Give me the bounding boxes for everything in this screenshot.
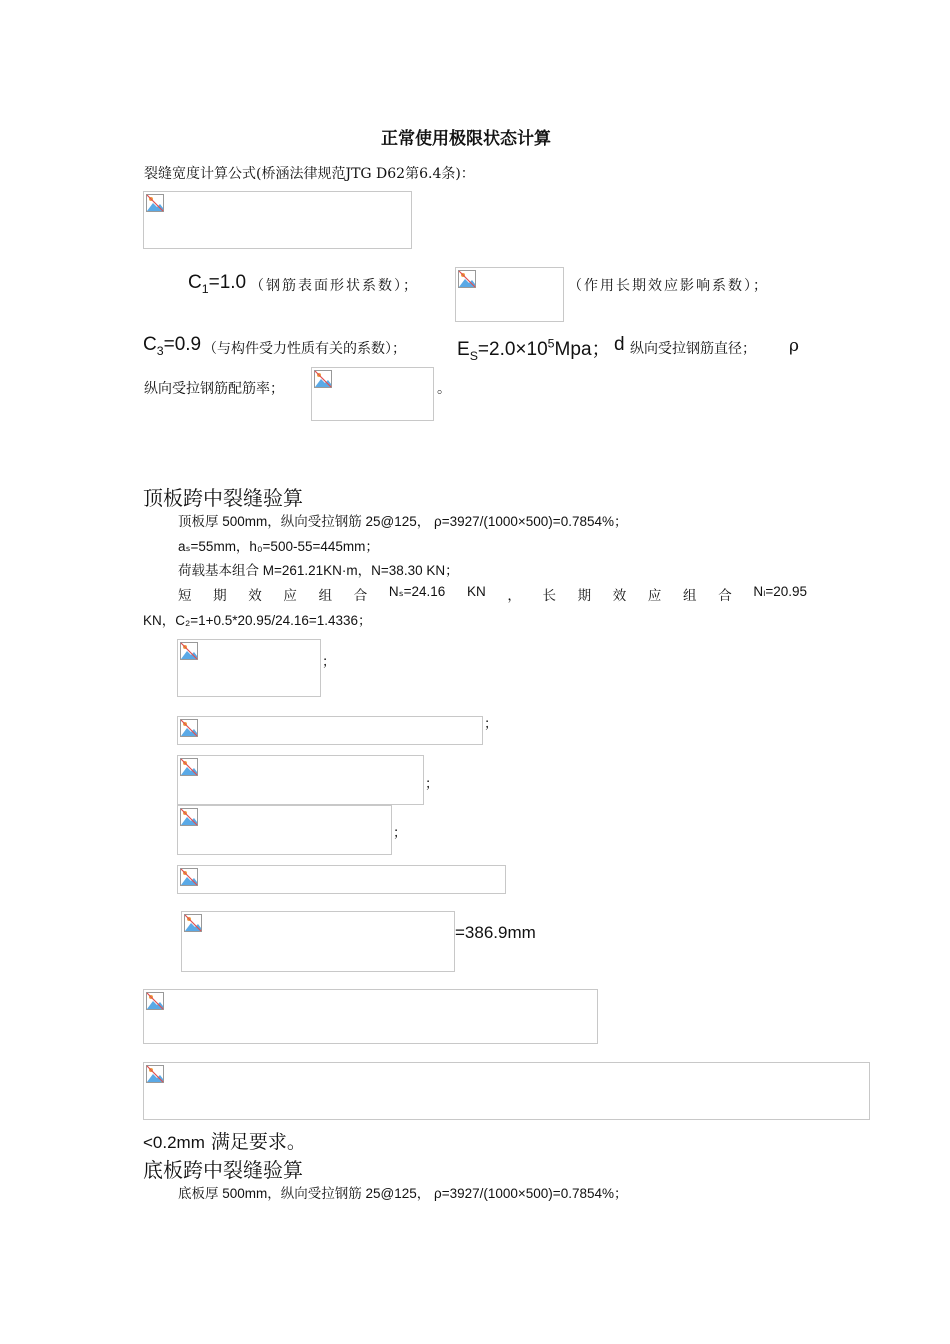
d-desc: 纵向受拉钢筋直径； <box>630 341 756 357</box>
formula-image <box>177 805 392 855</box>
rho-desc: 纵向受拉钢筋配筋率； <box>144 381 284 397</box>
formula-intro: 裂缝宽度计算公式(桥涵法律规范JTG D62第6.4条)： <box>144 166 475 182</box>
formula-image <box>181 911 455 972</box>
conclusion: <0.2mm 满足要求。 <box>143 1131 306 1153</box>
es-line: $E_S=2.0\times 10^5Mpa$； <box>457 336 611 363</box>
line4-word: 合 <box>718 588 732 603</box>
formula-image <box>143 191 412 249</box>
semicolon: ； <box>425 776 439 792</box>
formula-image <box>177 639 321 697</box>
section-heading-bottom-slab: 底板跨中裂缝验算 <box>143 1158 303 1182</box>
d-symbol: d <box>614 334 625 355</box>
semicolon: ； <box>322 654 336 670</box>
formula-image <box>143 989 598 1044</box>
broken-image-icon <box>180 808 198 826</box>
broken-image-icon <box>458 270 476 288</box>
line4-word: 应 <box>283 588 297 603</box>
broken-image-icon <box>146 194 164 212</box>
semicolon: ； <box>393 825 407 841</box>
c3-line: $C_3=0.9$ <box>143 334 202 358</box>
line4-word: 效 <box>612 588 627 603</box>
broken-image-icon <box>184 914 202 932</box>
broken-image-icon <box>180 719 198 737</box>
broken-image-icon <box>146 992 164 1010</box>
line4-word: ， <box>507 588 521 603</box>
line4-word: Nₗ=20.95 <box>753 584 807 599</box>
formula-image <box>455 267 564 322</box>
line4-word: 合 <box>353 588 368 603</box>
page-title: 正常使用极限状态计算 <box>381 129 551 149</box>
line4-word: 短 <box>178 588 192 603</box>
broken-image-icon <box>180 758 198 776</box>
formula-image <box>177 865 506 894</box>
top-slab-line4 <box>178 584 807 604</box>
c3-desc: （与构件受力性质有关的系数）； <box>203 341 406 357</box>
period: 。 <box>437 381 451 397</box>
line4-word: KN <box>466 584 486 599</box>
c2-desc: （作用长期效应影响系数）； <box>568 278 769 294</box>
top-slab-line5: KN，C₂=1+0.5*20.95/24.16=1.4336； <box>143 613 372 628</box>
broken-image-icon <box>180 868 198 886</box>
broken-image-icon <box>314 370 332 388</box>
line4-word: 应 <box>647 588 662 603</box>
broken-image-icon <box>180 642 198 660</box>
c1-line: $C_1=1.0$ <box>188 272 247 296</box>
top-slab-line1: 顶板厚 500mm，纵向受拉钢筋 25@125， ρ=3927/(1000×500)=0.7854%； <box>178 514 628 530</box>
section-heading-top-slab: 顶板跨中裂缝验算 <box>143 486 303 510</box>
broken-image-icon <box>146 1065 164 1083</box>
bottom-slab-line1: 底板厚 500mm，纵向受拉钢筋 25@125， ρ=3927/(1000×500)=0.7854%； <box>178 1186 628 1202</box>
formula-image <box>143 1062 870 1120</box>
line4-word: 长 <box>542 588 556 603</box>
line4-word: 期 <box>577 588 592 603</box>
semicolon: ； <box>484 716 498 732</box>
line4-word: 效 <box>248 588 262 603</box>
formula-image <box>177 716 483 745</box>
top-slab-line2: aₛ=55mm，h₀=500-55=445mm； <box>178 539 379 554</box>
rho-symbol: ρ <box>789 336 799 356</box>
formula-image <box>177 755 424 805</box>
result-l: =386.9mm <box>455 923 536 942</box>
formula-image <box>311 367 434 421</box>
top-slab-line3: 荷载基本组合 M=261.21KN·m，N=38.30 KN； <box>178 563 459 579</box>
c1-desc: （钢筋表面形状系数）； <box>250 278 419 294</box>
line4-word: 期 <box>213 588 227 603</box>
line4-word: 组 <box>683 588 697 603</box>
line4-word: Nₛ=24.16 <box>388 584 446 599</box>
line4-word: 组 <box>318 588 333 603</box>
